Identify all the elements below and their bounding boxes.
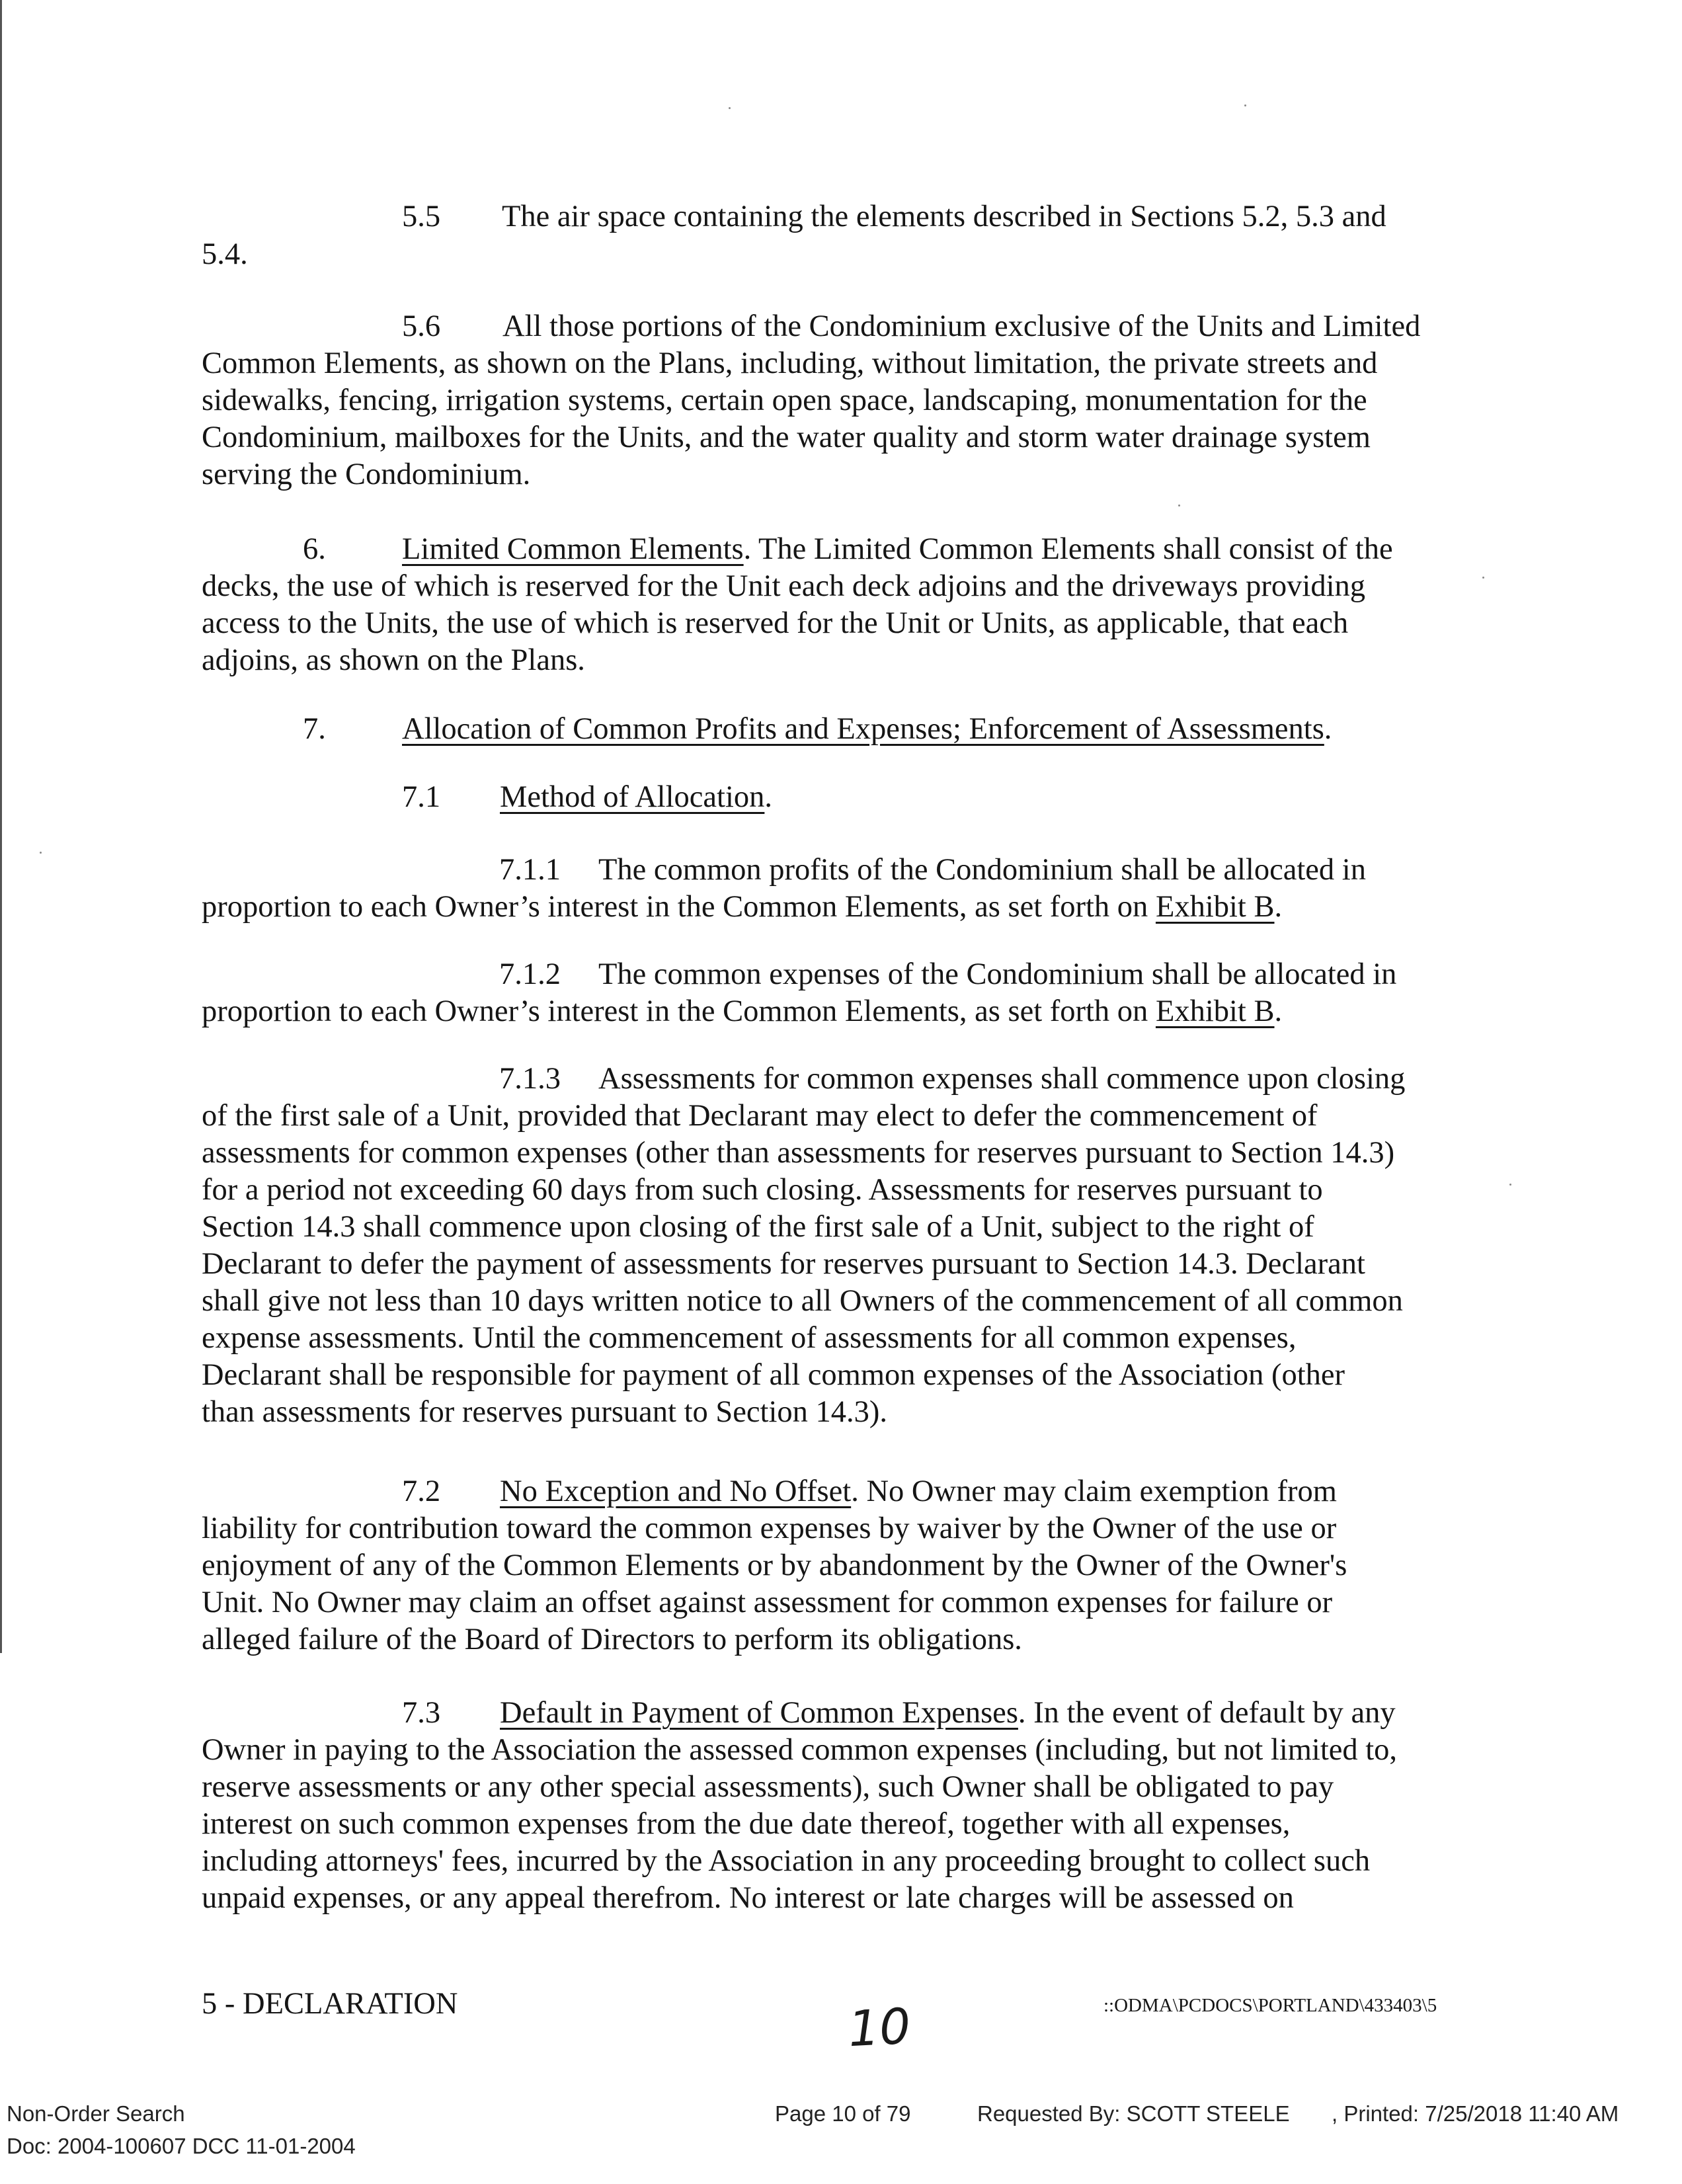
section-7-2 <box>202 1473 1511 1658</box>
section-5-6-line: Common Elements, as shown on the Plans, including, without limitation, the private streets and <box>202 346 1378 380</box>
section-7-3 <box>202 1695 1511 1917</box>
exhibit-b-link: Exhibit B <box>1155 890 1275 924</box>
section-7-1-3-line: of the first sale of a Unit, provided that Declarant may elect to defer the commencement of <box>202 1099 1318 1133</box>
section-7-1-3-first: Assessments for common expenses shall commence upon closing <box>598 1062 1406 1096</box>
section-7-1-2-num: 7.1.2 <box>499 957 561 991</box>
handwritten-page-number: 10 <box>846 1998 912 2058</box>
section-5-5-tail: 5.4. <box>202 237 248 271</box>
section-7-1-3-line: Section 14.3 shall commence upon closing of the first sale of a Unit, subject to the right of <box>202 1210 1314 1244</box>
section-7-3-first: . In the event of default by any <box>1018 1696 1396 1730</box>
section-5-6-line: Condominium, mailboxes for the Units, and the water quality and storm water drainage system <box>202 421 1371 454</box>
section-7-1 <box>202 779 1511 816</box>
section-7-2-line: Unit. No Owner may claim an offset against assessment for common expenses for failure or <box>202 1586 1333 1619</box>
section-6-line: access to the Units, the use of which is reserved for the Unit or Units, as applicable, that each <box>202 606 1349 640</box>
section-7-1-2-first: The common expenses of the Condominium shall be allocated in <box>598 957 1397 991</box>
section-7-3-line: unpaid expenses, or any appeal therefrom. No interest or late charges will be assessed on <box>202 1881 1294 1915</box>
section-5-6-line: sidewalks, fencing, irrigation systems, certain open space, landscaping, monumentation for the <box>202 384 1367 417</box>
section-7-1-3-line: shall give not less than 10 days written notice to all Owners of the commencement of all common <box>202 1284 1403 1318</box>
section-6-num: 6. <box>303 532 326 566</box>
section-6-heading: Limited Common Elements <box>402 532 744 566</box>
section-7-1-2-second: proportion to each Owner’s interest in the Common Elements, as set forth on <box>202 994 1156 1028</box>
section-7-3-heading: Default in Payment of Common Expenses <box>500 1696 1018 1730</box>
section-7-1-tail: . <box>764 780 772 814</box>
section-5-5-num: 5.5 <box>402 200 441 233</box>
section-7-tail: . <box>1324 712 1332 746</box>
section-7-3-line: Owner in paying to the Association the assessed common expenses (including, but not limited to, <box>202 1733 1398 1767</box>
section-7-1-3-line: assessments for common expenses (other than assessments for reserves pursuant to Section 14.3) <box>202 1136 1395 1170</box>
footer-declaration: 5 - DECLARATION <box>202 1987 458 2021</box>
section-7-3-line: interest on such common expenses from the due date thereof, together with all expenses, <box>202 1807 1291 1841</box>
printed-timestamp: , Printed: 7/25/2018 11:40 AM <box>1332 2101 1619 2126</box>
section-5-6-first: All those portions of the Condominium exclusive of the Units and Limited <box>502 309 1421 343</box>
scan-speck <box>729 107 731 109</box>
scan-speck <box>1178 505 1180 506</box>
section-7-1-3 <box>202 1061 1511 1431</box>
requested-by: Requested By: SCOTT STEELE <box>977 2101 1290 2126</box>
section-7-num: 7. <box>303 712 326 746</box>
section-7-2-line: alleged failure of the Board of Directors to perform its obligations. <box>202 1623 1022 1656</box>
section-7-1-1-num: 7.1.1 <box>499 853 561 887</box>
section-7-heading: Allocation of Common Profits and Expenses; Enforcement of Assessments <box>402 712 1324 746</box>
page-info: Page 10 of 79 <box>775 2101 911 2126</box>
section-5-6-line: serving the Condominium. <box>202 458 531 491</box>
search-type: Non-Order Search <box>7 2101 185 2126</box>
section-5-5-text: The air space containing the elements described in Sections 5.2, 5.3 and <box>502 200 1386 233</box>
section-7-3-num: 7.3 <box>402 1696 441 1730</box>
scan-edge-line <box>0 0 2 1653</box>
section-6 <box>202 531 1511 679</box>
section-5-6 <box>202 308 1511 493</box>
section-7-2-heading: No Exception and No Offset <box>500 1475 852 1508</box>
section-7-1-2 <box>202 956 1511 1030</box>
section-7-3-line: reserve assessments or any other special assessments), such Owner shall be obligated to pay <box>202 1770 1334 1804</box>
section-7-1-heading: Method of Allocation <box>500 780 765 814</box>
section-7-2-line: liability for contribution toward the common expenses by waiver by the Owner of the use or <box>202 1512 1337 1545</box>
section-7-1-1 <box>202 852 1511 926</box>
section-7-1-1-tail: . <box>1274 890 1283 924</box>
section-7-1-1-second: proportion to each Owner’s interest in the Common Elements, as set forth on <box>202 890 1156 924</box>
section-7-1-3-num: 7.1.3 <box>499 1062 561 1096</box>
section-6-line: adjoins, as shown on the Plans. <box>202 643 585 677</box>
section-7-3-line: including attorneys' fees, incurred by the Association in any proceeding brought to collect such <box>202 1844 1371 1878</box>
scan-speck <box>1244 104 1246 106</box>
doc-reference: Doc: 2004-100607 DCC 11-01-2004 <box>7 2134 356 2158</box>
section-7-1-1-first: The common profits of the Condominium shall be allocated in <box>598 853 1366 887</box>
section-7-2-num: 7.2 <box>402 1475 441 1508</box>
section-7-1-3-line: expense assessments. Until the commencement of assessments for all common expenses, <box>202 1321 1297 1355</box>
section-7-1-3-line: than assessments for reserves pursuant to Section 14.3). <box>202 1395 887 1429</box>
section-7 <box>202 711 1511 748</box>
scan-speck <box>40 852 42 854</box>
section-7-1-num: 7.1 <box>402 780 441 814</box>
section-7-2-first: . No Owner may claim exemption from <box>851 1475 1337 1508</box>
section-7-1-3-line: Declarant shall be responsible for payment of all common expenses of the Association (other <box>202 1358 1345 1392</box>
section-7-1-3-line: for a period not exceeding 60 days from such closing. Assessments for reserves pursuant to <box>202 1173 1323 1207</box>
footer-doc-path: ::ODMA\PCDOCS\PORTLAND\433403\5 <box>1103 1995 1437 2016</box>
section-7-2-line: enjoyment of any of the Common Elements or by abandonment by the Owner of the Owner's <box>202 1549 1347 1582</box>
exhibit-b-link: Exhibit B <box>1155 994 1275 1028</box>
section-6-line: decks, the use of which is reserved for the Unit each deck adjoins and the driveways providing <box>202 569 1366 603</box>
section-7-1-2-tail: . <box>1274 994 1283 1028</box>
section-7-1-3-line: Declarant to defer the payment of assessments for reserves pursuant to Section 14.3. Declarant <box>202 1247 1365 1281</box>
section-5-6-num: 5.6 <box>402 309 441 343</box>
section-6-first: . The Limited Common Elements shall consist of the <box>743 532 1393 566</box>
